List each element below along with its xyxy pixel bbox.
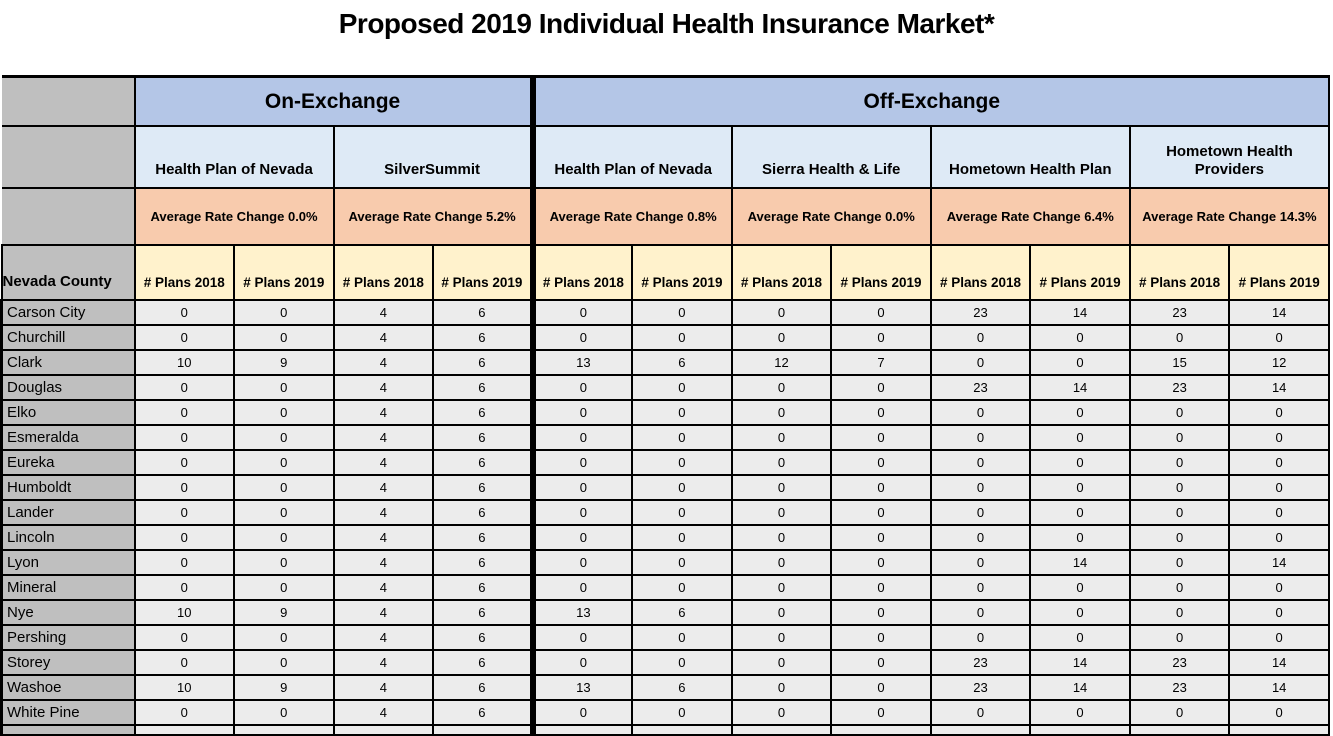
plan-count-cell: 6 — [433, 650, 533, 675]
plan-count-cell — [1030, 725, 1130, 735]
plan-count-cell: 0 — [1229, 525, 1329, 550]
plan-count-cell: 4 — [334, 600, 434, 625]
plans-col-header: # Plans 2018 — [135, 245, 235, 300]
plan-count-cell: 0 — [931, 525, 1031, 550]
plan-count-cell: 0 — [931, 575, 1031, 600]
plan-count-cell: 0 — [632, 575, 732, 600]
plan-count-cell: 0 — [234, 425, 334, 450]
county-name: Elko — [2, 400, 135, 425]
plan-count-cell: 0 — [1030, 600, 1130, 625]
table-row — [2, 600, 1330, 625]
plan-count-cell: 0 — [632, 450, 732, 475]
plans-col-header: # Plans 2018 — [732, 245, 832, 300]
plan-count-cell: 14 — [1030, 375, 1130, 400]
plan-count-cell: 0 — [1130, 425, 1230, 450]
plan-count-cell: 0 — [1229, 500, 1329, 525]
plans-col-header: # Plans 2019 — [1030, 245, 1130, 300]
plan-count-cell: 6 — [433, 600, 533, 625]
plan-count-cell: 0 — [234, 300, 334, 325]
plan-count-cell: 0 — [632, 325, 732, 350]
plan-count-cell: 0 — [1229, 325, 1329, 350]
plan-count-cell: 0 — [135, 500, 235, 525]
county-name: Lyon — [2, 550, 135, 575]
plan-count-cell: 0 — [234, 550, 334, 575]
plan-count-cell: 0 — [1030, 425, 1130, 450]
plan-count-cell: 4 — [334, 650, 434, 675]
plan-count-cell: 14 — [1229, 375, 1329, 400]
plan-count-cell: 0 — [1030, 500, 1130, 525]
plan-count-cell: 0 — [1130, 700, 1230, 725]
plan-count-cell: 6 — [433, 400, 533, 425]
rate-change-header: Average Rate Change 6.4% — [931, 188, 1130, 245]
plan-count-cell: 0 — [135, 525, 235, 550]
plan-count-cell: 0 — [533, 425, 633, 450]
plan-count-cell: 10 — [135, 675, 235, 700]
plan-count-cell: 0 — [533, 550, 633, 575]
plan-count-cell: 0 — [632, 400, 732, 425]
plan-count-cell: 0 — [931, 475, 1031, 500]
county-column-header: Nevada County — [2, 245, 135, 300]
plans-col-header: # Plans 2018 — [931, 245, 1031, 300]
plan-count-cell — [334, 725, 434, 735]
county-name: Douglas — [2, 375, 135, 400]
plans-col-header: # Plans 2018 — [334, 245, 434, 300]
plan-count-cell: 4 — [334, 525, 434, 550]
plan-count-cell: 0 — [831, 300, 931, 325]
plans-col-header: # Plans 2019 — [831, 245, 931, 300]
table-row — [2, 550, 1330, 575]
plan-count-cell: 0 — [1030, 400, 1130, 425]
plan-count-cell: 0 — [1130, 325, 1230, 350]
plan-count-cell: 6 — [632, 350, 732, 375]
county-name: Nye — [2, 600, 135, 625]
plan-count-cell — [732, 725, 832, 735]
table-row — [2, 625, 1330, 650]
plan-count-cell — [234, 725, 334, 735]
plan-count-cell: 0 — [831, 600, 931, 625]
plan-count-cell: 0 — [831, 425, 931, 450]
plans-col-header-row — [2, 245, 1330, 300]
table-row — [2, 525, 1330, 550]
plan-name-header: Sierra Health & Life — [732, 126, 931, 188]
plan-count-cell: 0 — [135, 625, 235, 650]
plan-count-cell: 0 — [135, 400, 235, 425]
plan-count-cell: 0 — [1130, 525, 1230, 550]
plan-count-cell: 15 — [1130, 350, 1230, 375]
plan-count-cell: 12 — [1229, 350, 1329, 375]
plan-name-header: SilverSummit — [334, 126, 533, 188]
plan-count-cell: 0 — [732, 375, 832, 400]
plan-count-cell: 0 — [234, 500, 334, 525]
plan-count-cell — [135, 725, 235, 735]
plan-count-cell: 10 — [135, 350, 235, 375]
plan-count-cell: 9 — [234, 350, 334, 375]
plan-count-cell: 0 — [533, 325, 633, 350]
plan-count-cell: 0 — [831, 475, 931, 500]
plan-count-cell: 0 — [632, 700, 732, 725]
plan-count-cell: 14 — [1229, 675, 1329, 700]
corner-cell — [2, 77, 135, 127]
plan-count-cell: 4 — [334, 625, 434, 650]
plan-count-cell: 0 — [732, 600, 832, 625]
plan-name-row — [2, 126, 1330, 188]
plan-count-cell: 0 — [1130, 625, 1230, 650]
table-row — [2, 575, 1330, 600]
plan-name-header: Hometown Health Plan — [931, 126, 1130, 188]
county-name: Mineral — [2, 575, 135, 600]
plan-count-cell: 0 — [831, 575, 931, 600]
plan-count-cell: 0 — [1030, 350, 1130, 375]
plan-count-cell: 4 — [334, 350, 434, 375]
plan-count-cell: 0 — [831, 525, 931, 550]
plan-count-cell: 0 — [135, 650, 235, 675]
table-row — [2, 450, 1330, 475]
plan-count-cell: 23 — [1130, 300, 1230, 325]
plan-count-cell: 23 — [1130, 675, 1230, 700]
plan-count-cell — [533, 725, 633, 735]
plan-count-cell: 0 — [1030, 625, 1130, 650]
plan-count-cell: 0 — [1130, 475, 1230, 500]
plan-count-cell: 0 — [732, 450, 832, 475]
plan-count-cell: 0 — [1130, 400, 1230, 425]
plan-count-cell: 0 — [1229, 475, 1329, 500]
plan-count-cell: 0 — [931, 550, 1031, 575]
plan-count-cell: 0 — [1030, 450, 1130, 475]
plan-count-cell: 4 — [334, 425, 434, 450]
plan-count-cell: 0 — [831, 700, 931, 725]
plan-count-cell: 0 — [1229, 700, 1329, 725]
plan-count-cell: 0 — [831, 650, 931, 675]
table-row — [2, 425, 1330, 450]
plan-count-cell: 0 — [533, 650, 633, 675]
plan-count-cell: 0 — [1030, 325, 1130, 350]
plan-count-cell: 0 — [732, 650, 832, 675]
plan-count-cell: 12 — [732, 350, 832, 375]
plan-count-cell: 23 — [931, 650, 1031, 675]
plan-count-cell: 6 — [433, 625, 533, 650]
county-name: Humboldt — [2, 475, 135, 500]
plan-count-cell: 0 — [732, 550, 832, 575]
plan-count-cell: 23 — [931, 675, 1031, 700]
plan-count-cell: 0 — [234, 700, 334, 725]
plan-count-cell: 0 — [831, 375, 931, 400]
plan-count-cell: 6 — [433, 350, 533, 375]
plan-count-cell: 0 — [1229, 600, 1329, 625]
table-row — [2, 375, 1330, 400]
plan-count-cell: 0 — [135, 325, 235, 350]
plan-count-cell: 0 — [632, 425, 732, 450]
plan-count-cell: 0 — [533, 525, 633, 550]
plan-count-cell: 0 — [1130, 550, 1230, 575]
plan-count-cell: 0 — [732, 675, 832, 700]
plan-count-cell: 0 — [135, 550, 235, 575]
corner-cell — [2, 126, 135, 188]
corner-cell — [2, 188, 135, 245]
rate-change-header: Average Rate Change 0.0% — [135, 188, 334, 245]
plan-count-cell — [433, 725, 533, 735]
plan-count-cell: 0 — [1229, 425, 1329, 450]
plan-count-cell — [831, 725, 931, 735]
plan-count-cell: 0 — [732, 625, 832, 650]
plan-count-cell: 0 — [931, 625, 1031, 650]
plan-name-header: Health Plan of Nevada — [533, 126, 732, 188]
plan-count-cell: 13 — [533, 600, 633, 625]
plan-count-cell: 0 — [234, 625, 334, 650]
table-row — [2, 325, 1330, 350]
plan-count-cell: 13 — [533, 350, 633, 375]
plan-count-cell — [632, 725, 732, 735]
plan-name-header: Hometown Health Providers — [1130, 126, 1329, 188]
plan-count-cell: 6 — [433, 475, 533, 500]
rate-change-header: Average Rate Change 0.0% — [732, 188, 931, 245]
plan-count-cell: 4 — [334, 550, 434, 575]
plan-count-cell: 0 — [831, 400, 931, 425]
plan-count-cell: 6 — [433, 525, 533, 550]
plan-count-cell: 0 — [632, 550, 732, 575]
plan-count-cell: 0 — [632, 650, 732, 675]
plan-count-cell: 9 — [234, 675, 334, 700]
plan-count-cell: 0 — [831, 550, 931, 575]
plan-count-cell: 0 — [831, 325, 931, 350]
plan-count-cell: 0 — [234, 400, 334, 425]
plans-col-header: # Plans 2019 — [234, 245, 334, 300]
plan-count-cell: 0 — [931, 325, 1031, 350]
plan-count-cell: 0 — [632, 300, 732, 325]
plan-count-cell: 23 — [931, 375, 1031, 400]
plan-count-cell: 6 — [433, 300, 533, 325]
plans-col-header: # Plans 2018 — [533, 245, 633, 300]
plan-count-cell: 4 — [334, 400, 434, 425]
plan-count-cell: 0 — [732, 425, 832, 450]
plan-count-cell: 0 — [1130, 575, 1230, 600]
plan-count-cell: 14 — [1030, 550, 1130, 575]
plan-count-cell: 4 — [334, 325, 434, 350]
plan-count-cell: 0 — [135, 425, 235, 450]
county-name: Esmeralda — [2, 425, 135, 450]
plan-count-cell: 14 — [1229, 650, 1329, 675]
plan-count-cell: 0 — [732, 300, 832, 325]
plan-count-cell: 0 — [1130, 600, 1230, 625]
plan-name-header: Health Plan of Nevada — [135, 126, 334, 188]
table-row — [2, 400, 1330, 425]
plan-count-cell: 0 — [732, 500, 832, 525]
section-header-on-exchange: On-Exchange — [135, 77, 533, 127]
table-row-partial — [2, 725, 1330, 735]
plan-count-cell: 0 — [234, 450, 334, 475]
plan-count-cell: 6 — [433, 550, 533, 575]
plan-count-cell — [1229, 725, 1329, 735]
plans-col-header: # Plans 2019 — [1229, 245, 1329, 300]
plan-count-cell: 0 — [1130, 500, 1230, 525]
page-title: Proposed 2019 Individual Health Insurance Market* — [338, 8, 995, 39]
rate-change-row — [2, 188, 1330, 245]
plan-count-cell: 0 — [533, 475, 633, 500]
table-row — [2, 350, 1330, 375]
insurance-market-table — [0, 75, 1330, 736]
plan-count-cell: 14 — [1030, 650, 1130, 675]
plan-count-cell — [1130, 725, 1230, 735]
plan-count-cell: 0 — [234, 525, 334, 550]
plans-col-header: # Plans 2019 — [433, 245, 533, 300]
plan-count-cell: 4 — [334, 300, 434, 325]
plan-count-cell: 0 — [732, 400, 832, 425]
plan-count-cell: 0 — [732, 700, 832, 725]
plan-count-cell: 4 — [334, 675, 434, 700]
plan-count-cell: 0 — [234, 650, 334, 675]
plan-count-cell: 0 — [931, 425, 1031, 450]
rate-change-header: Average Rate Change 14.3% — [1130, 188, 1329, 245]
table-row — [2, 700, 1330, 725]
plan-count-cell: 6 — [433, 450, 533, 475]
plan-count-cell: 9 — [234, 600, 334, 625]
plan-count-cell: 0 — [1229, 625, 1329, 650]
table-row — [2, 475, 1330, 500]
plan-count-cell: 10 — [135, 600, 235, 625]
plan-count-cell: 14 — [1229, 300, 1329, 325]
plan-count-cell: 0 — [234, 575, 334, 600]
plans-col-header: # Plans 2019 — [632, 245, 732, 300]
plan-count-cell: 6 — [433, 500, 533, 525]
plan-count-cell: 0 — [931, 350, 1031, 375]
plan-count-cell: 0 — [533, 575, 633, 600]
table-row — [2, 300, 1330, 325]
plan-count-cell: 0 — [135, 375, 235, 400]
county-name: Lincoln — [2, 525, 135, 550]
plan-count-cell: 4 — [334, 375, 434, 400]
plan-count-cell: 14 — [1030, 675, 1130, 700]
table-row — [2, 675, 1330, 700]
rate-change-header: Average Rate Change 5.2% — [334, 188, 533, 245]
plan-count-cell: 0 — [632, 475, 732, 500]
plan-count-cell: 23 — [1130, 375, 1230, 400]
plan-count-cell: 0 — [632, 625, 732, 650]
plan-count-cell: 0 — [732, 525, 832, 550]
plan-count-cell: 0 — [1030, 700, 1130, 725]
plan-count-cell: 7 — [831, 350, 931, 375]
plan-count-cell: 0 — [533, 500, 633, 525]
county-name: Pershing — [2, 625, 135, 650]
plan-count-cell: 0 — [1030, 525, 1130, 550]
plan-count-cell: 0 — [831, 625, 931, 650]
plan-count-cell: 0 — [135, 300, 235, 325]
section-header-off-exchange: Off-Exchange — [533, 77, 1329, 127]
plan-count-cell: 0 — [931, 700, 1031, 725]
county-name: Clark — [2, 350, 135, 375]
plan-count-cell: 6 — [632, 600, 732, 625]
plan-count-cell: 0 — [533, 700, 633, 725]
plan-count-cell: 0 — [1229, 575, 1329, 600]
plan-count-cell: 6 — [433, 425, 533, 450]
plan-count-cell: 13 — [533, 675, 633, 700]
plan-count-cell: 0 — [135, 700, 235, 725]
county-name: Eureka — [2, 450, 135, 475]
plan-count-cell: 6 — [433, 325, 533, 350]
county-name: Lander — [2, 500, 135, 525]
plan-count-cell: 0 — [931, 500, 1031, 525]
county-name: Carson City — [2, 300, 135, 325]
plan-count-cell: 0 — [234, 475, 334, 500]
plan-count-cell: 14 — [1030, 300, 1130, 325]
plan-count-cell: 0 — [931, 600, 1031, 625]
plan-count-cell: 0 — [533, 400, 633, 425]
plan-count-cell: 4 — [334, 500, 434, 525]
plan-count-cell: 0 — [632, 375, 732, 400]
plan-count-cell: 0 — [135, 475, 235, 500]
plan-count-cell: 0 — [1130, 450, 1230, 475]
plan-count-cell: 0 — [732, 475, 832, 500]
county-name: White Pine — [2, 700, 135, 725]
plan-count-cell: 4 — [334, 450, 434, 475]
county-name — [2, 725, 135, 735]
rate-change-header: Average Rate Change 0.8% — [533, 188, 732, 245]
plan-count-cell: 0 — [533, 625, 633, 650]
plan-count-cell: 0 — [931, 400, 1031, 425]
plan-count-cell: 6 — [433, 700, 533, 725]
plan-count-cell: 0 — [135, 450, 235, 475]
county-name: Storey — [2, 650, 135, 675]
plan-count-cell: 0 — [1229, 450, 1329, 475]
plan-count-cell: 6 — [433, 375, 533, 400]
plan-count-cell: 6 — [632, 675, 732, 700]
plan-count-cell: 0 — [533, 375, 633, 400]
plan-count-cell: 4 — [334, 575, 434, 600]
plan-count-cell: 0 — [1030, 475, 1130, 500]
county-name: Churchill — [2, 325, 135, 350]
plan-count-cell: 0 — [831, 500, 931, 525]
plans-col-header: # Plans 2018 — [1130, 245, 1230, 300]
exchange-header-row — [2, 77, 1330, 127]
plan-count-cell: 0 — [732, 325, 832, 350]
plan-count-cell: 0 — [234, 325, 334, 350]
plan-count-cell: 0 — [632, 525, 732, 550]
plan-count-cell: 4 — [334, 700, 434, 725]
plan-count-cell: 0 — [831, 450, 931, 475]
plan-count-cell: 0 — [135, 575, 235, 600]
plan-count-cell: 23 — [931, 300, 1031, 325]
plan-count-cell: 0 — [931, 450, 1031, 475]
plan-count-cell: 4 — [334, 475, 434, 500]
table-row — [2, 650, 1330, 675]
plan-count-cell: 6 — [433, 675, 533, 700]
plan-count-cell: 0 — [533, 300, 633, 325]
plan-count-cell: 6 — [433, 575, 533, 600]
plan-count-cell: 0 — [1229, 400, 1329, 425]
plan-count-cell: 0 — [234, 375, 334, 400]
plan-count-cell: 0 — [1030, 575, 1130, 600]
plan-count-cell: 0 — [732, 575, 832, 600]
plan-count-cell: 0 — [632, 500, 732, 525]
county-name: Washoe — [2, 675, 135, 700]
plan-count-cell: 14 — [1229, 550, 1329, 575]
plan-count-cell: 23 — [1130, 650, 1230, 675]
plan-count-cell — [931, 725, 1031, 735]
plan-count-cell: 0 — [831, 675, 931, 700]
table-row — [2, 500, 1330, 525]
plan-count-cell: 0 — [533, 450, 633, 475]
